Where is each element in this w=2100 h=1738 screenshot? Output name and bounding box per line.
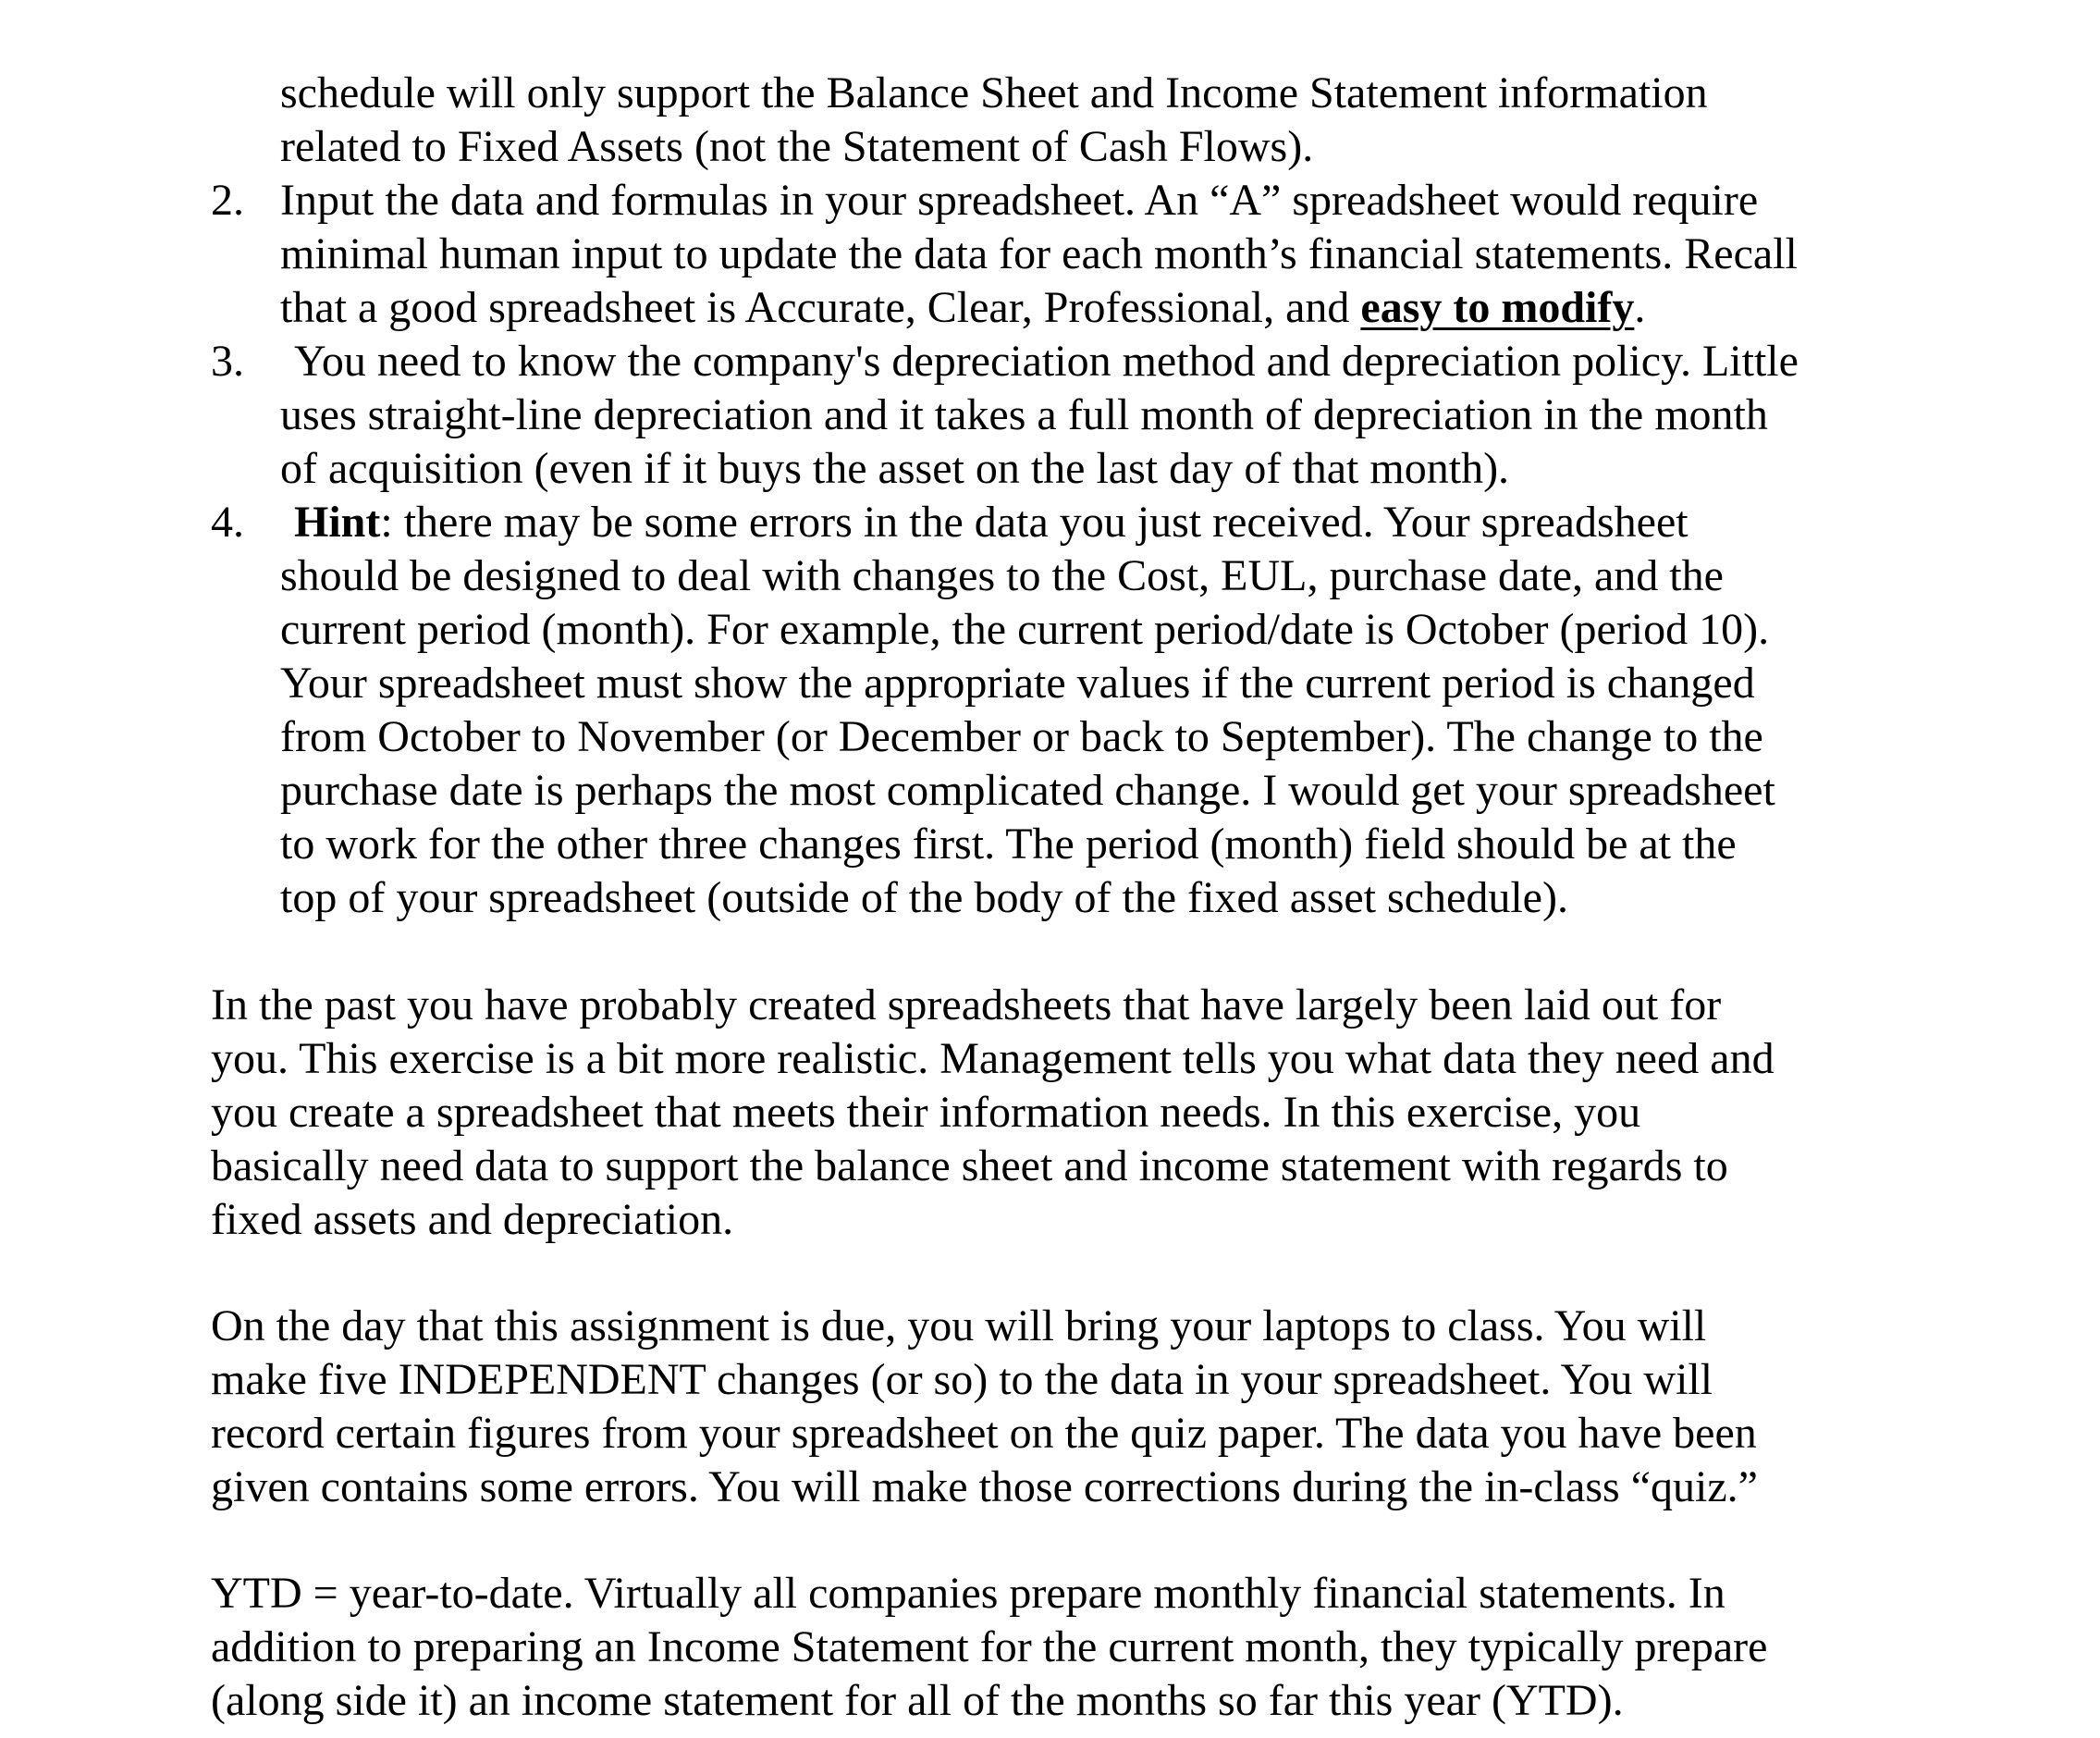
paragraph2-line4: given contains some errors. You will make those corrections during the in-class “quiz.” [211,1462,1758,1511]
item4-line1 [294,496,1689,549]
item1-line2: related to Fixed Assets (not the Statement of Cash Flows). [280,122,1314,171]
item4-line6: purchase date is perhaps the most complicated change. I would get your spreadsheet [280,766,1775,815]
item4-line2: should be designed to deal with changes to the Cost, EUL, purchase date, and the [280,551,1724,600]
item4-line8: top of your spreadsheet (outside of the body of the fixed asset schedule). [280,873,1568,922]
item4-line3: current period (month). For example, the current period/date is October (period 10). [280,605,1770,654]
paragraph3-line3: (along side it) an income statement for all of the months so far this year (YTD). [211,1676,1624,1725]
item4-line4: Your spreadsheet must show the appropriate values if the current period is changed [280,659,1755,708]
paragraph1-line4: basically need data to support the balance sheet and income statement with regards to [211,1141,1728,1190]
paragraph1-line3: you create a spreadsheet that meets their information needs. In this exercise, you [211,1088,1641,1137]
paragraph1-line1: In the past you have probably created spreadsheets that have largely been laid out for [211,980,1722,1029]
item2-number: 2. [211,176,244,225]
paragraph2-line2: make five INDEPENDENT changes (or so) to the data in your spreadsheet. You will [211,1355,1713,1404]
item3-line3: of acquisition (even if it buys the asset on the last day of that month). [280,444,1510,493]
paragraph3-line1: YTD = year-to-date. Virtually all companies prepare monthly financial statements. In [211,1569,1725,1618]
item4-line1-rest: : there may be some errors in the data you just received. Your spreadsheet [380,498,1689,547]
item2-line3 [280,281,1645,335]
item4-line5: from October to November (or December or back to September). The change to the [280,712,1763,761]
item3-line1: You need to know the company's depreciation method and depreciation policy. Little [294,337,1799,386]
paragraph2-line1: On the day that this assignment is due, you will bring your laptops to class. You will [211,1301,1707,1350]
item4-line7: to work for the other three changes first. The period (month) field should be at the [280,820,1737,869]
paragraph3-line2: addition to preparing an Income Statement for the current month, they typically prepare [211,1622,1768,1671]
item3-line2: uses straight-line depreciation and it takes a full month of depreciation in the month [280,390,1768,439]
item1-line1: schedule will only support the Balance Sheet and Income Statement information [280,68,1708,117]
hint-label: Hint [294,498,381,547]
paragraph2-line3: record certain figures from your spreadsheet on the quiz paper. The data you have been [211,1409,1757,1458]
paragraph1-line5: fixed assets and depreciation. [211,1195,734,1244]
item2-line2: minimal human input to update the data for each month’s financial statements. Recall [280,229,1798,278]
easy-to-modify-emphasis: easy to modify [1360,283,1635,332]
item4-number: 4. [211,498,244,547]
item2-line3-prefix: that a good spreadsheet is Accurate, Clear, Professional, and [280,283,1361,332]
item2-line3-suffix: . [1634,283,1646,332]
item2-line1: Input the data and formulas in your spreadsheet. An “A” spreadsheet would require [280,176,1759,225]
paragraph1-line2: you. This exercise is a bit more realistic. Management tells you what data they need and [211,1034,1775,1083]
item3-number: 3. [211,337,244,386]
